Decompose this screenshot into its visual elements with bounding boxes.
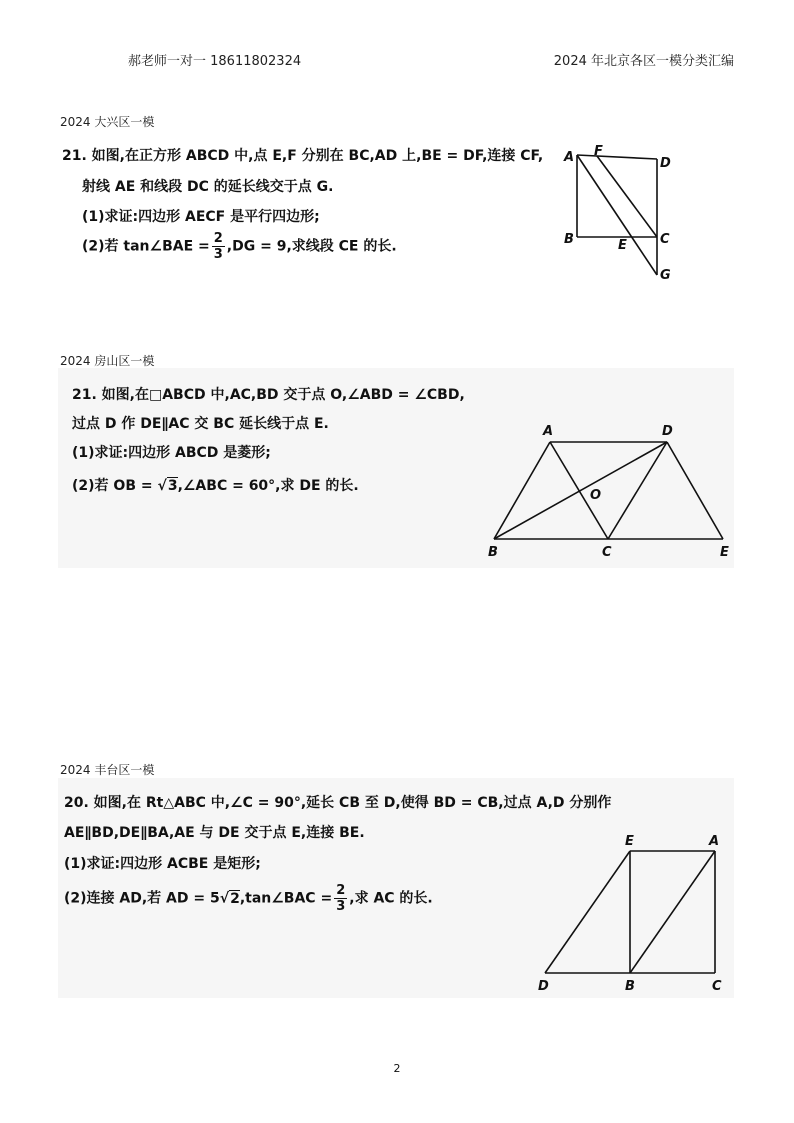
header-contact: 郝老师一对一 18611802324 — [128, 54, 302, 69]
section-label-daxing: 2024 大兴区一模 — [60, 115, 155, 129]
problem-line: (2)若 tan∠BAE = $\frac{2}{3}$ ,DG = 9,求线段 CE 的长. — [82, 231, 397, 262]
point-label-a: A — [709, 834, 720, 849]
point-label-a: A — [564, 150, 575, 165]
point-label-d: D — [538, 979, 549, 994]
point-label-a: A — [543, 424, 554, 439]
point-label-b: B — [625, 979, 635, 994]
problem-line: AE∥BD,DE∥BA,AE 与 DE 交于点 E,连接 BE. — [64, 825, 365, 841]
fraction: $\frac{2}{3}$ — [213, 231, 223, 262]
problem-daxing — [62, 145, 562, 275]
point-label-e: E — [720, 545, 729, 560]
problem-line: 21. 如图,在□ABCD 中,AC,BD 交于点 O,∠ABD = ∠CBD, — [72, 387, 465, 403]
problem-line: (1)求证:四边形 ACBE 是矩形; — [64, 856, 261, 872]
figure-rectangle-acbe — [530, 830, 740, 995]
problem-line: 过点 D 作 DE∥AC 交 BC 延长线于点 E. — [72, 416, 329, 432]
point-label-d: D — [662, 424, 673, 439]
problem-line: 射线 AE 和线段 DC 的延长线交于点 G. — [82, 179, 334, 195]
point-label-c: C — [602, 545, 612, 560]
point-label-g: G — [660, 268, 671, 283]
header-title: 2024 年北京各区一模分类汇编 — [553, 54, 734, 69]
point-label-c: C — [712, 979, 722, 994]
point-label-o: O — [590, 488, 602, 503]
problem-line: (2)若 OB = √3,∠ABC = 60°,求 DE 的长. — [72, 478, 359, 494]
page-number: 2 — [393, 1062, 401, 1075]
problem-line: 21. 如图,在正方形 ABCD 中,点 E,F 分别在 BC,AD 上,BE = DF,连接 CF, — [62, 148, 544, 164]
point-label-e: E — [618, 238, 627, 253]
point-label-d: D — [660, 156, 671, 171]
section-label-fengtai: 2024 丰台区一模 — [60, 763, 155, 777]
point-label-b: B — [488, 545, 498, 560]
point-label-c: C — [660, 232, 670, 247]
figure-square-abcd — [560, 145, 680, 285]
fraction: $\frac{2}{3}$ — [336, 883, 346, 914]
problem-line: (2)连接 AD,若 AD = 5√2,tan∠BAC = $\frac{2}{3}$ ,求 AC 的长. — [64, 883, 433, 914]
figure-rhombus-abcd — [480, 418, 740, 563]
problem-line: 20. 如图,在 Rt△ABC 中,∠C = 90°,延长 CB 至 D,使得 BD = CB,过点 A,D 分别作 — [64, 795, 612, 811]
point-label-f: F — [594, 145, 603, 159]
section-label-fangshan: 2024 房山区一模 — [60, 354, 155, 368]
point-label-b: B — [564, 232, 574, 247]
problem-line: (1)求证:四边形 ABCD 是菱形; — [72, 445, 271, 461]
problem-line: (1)求证:四边形 AECF 是平行四边形; — [82, 209, 320, 225]
point-label-e: E — [625, 834, 634, 849]
